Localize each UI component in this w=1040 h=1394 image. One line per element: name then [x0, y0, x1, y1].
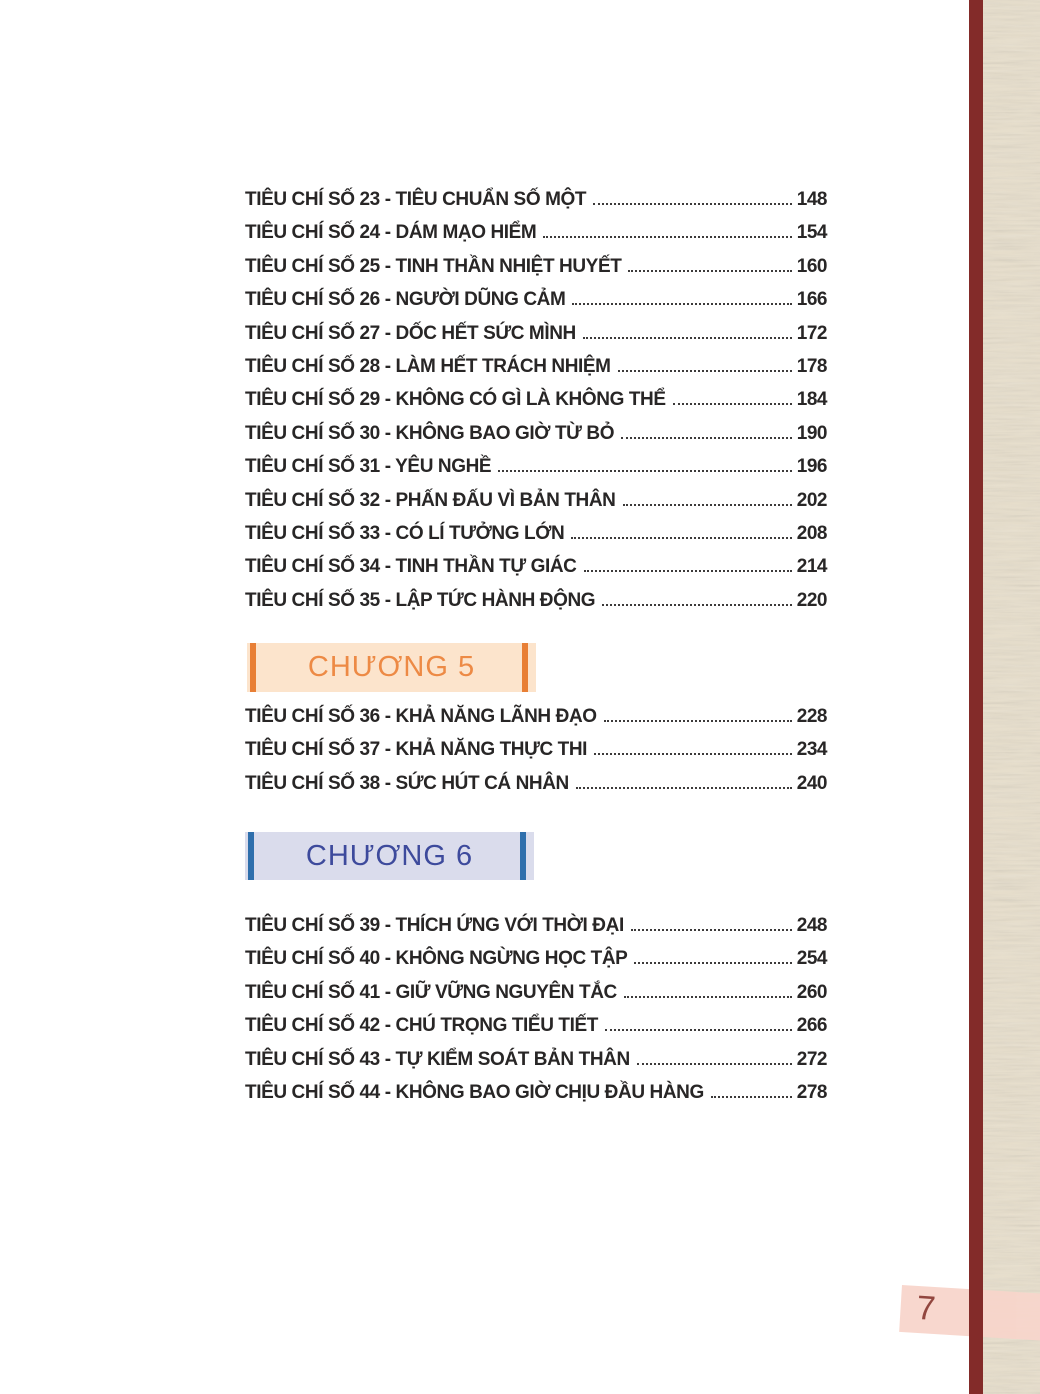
dot-leader: [711, 1096, 792, 1098]
toc-entry-title: TIÊU CHÍ SỐ 35 - LẬP TỨC HÀNH ĐỘNG: [245, 589, 596, 611]
toc-section-1: [245, 189, 827, 623]
toc-entry: [245, 982, 827, 1015]
toc-entry-page: 202: [796, 489, 827, 511]
dot-leader: [631, 929, 792, 931]
chapter-6-header: [245, 832, 534, 880]
toc-entry: [245, 773, 827, 806]
toc-entry: [245, 256, 827, 289]
toc-entry: [245, 389, 827, 422]
toc-entry: [245, 356, 827, 389]
dot-leader: [498, 470, 792, 472]
toc-entry-page: 260: [796, 981, 827, 1003]
dot-leader: [594, 753, 792, 755]
dot-leader: [673, 403, 792, 405]
toc-entry-page: 228: [796, 706, 827, 727]
toc-entry-page: 278: [796, 1081, 827, 1103]
toc-entry: [245, 948, 827, 981]
chapter-5-right-bar: [522, 643, 528, 692]
toc-entry: [245, 523, 827, 556]
toc-entry-page: 208: [796, 522, 827, 544]
toc-entry-page: 184: [796, 389, 827, 411]
toc-entry-title: TIÊU CHÍ SỐ 42 - CHÚ TRỌNG TIỂU TIẾT: [245, 1015, 598, 1037]
toc-entry-page: 196: [796, 456, 827, 478]
toc-entry-title: TIÊU CHÍ SỐ 38 - SỨC HÚT CÁ NHÂN: [245, 772, 569, 794]
paper-texture-strip: [983, 0, 1040, 1394]
dot-leader: [637, 1063, 792, 1065]
toc-entry-title: TIÊU CHÍ SỐ 37 - KHẢ NĂNG THỰC THI: [245, 739, 588, 761]
dot-leader: [605, 1029, 792, 1031]
toc-entry-title: TIÊU CHÍ SỐ 32 - PHẤN ĐẤU VÌ BẢN THÂN: [245, 489, 616, 511]
toc-entry-page: 166: [796, 289, 827, 311]
chapter-6-right-bar: [520, 832, 526, 880]
toc-entry: [245, 590, 827, 623]
toc-entry-title: TIÊU CHÍ SỐ 41 - GIỮ VỮNG NGUYÊN TẮC: [245, 981, 617, 1003]
toc-entry: [245, 915, 827, 948]
toc-entry: [245, 423, 827, 456]
toc-entry-title: TIÊU CHÍ SỐ 28 - LÀM HẾT TRÁCH NHIỆM: [245, 355, 611, 377]
dot-leader: [618, 370, 792, 372]
toc-entry-page: 148: [796, 189, 827, 210]
toc-entry: [245, 189, 827, 222]
toc-entry: [245, 1015, 827, 1048]
toc-entry-title: TIÊU CHÍ SỐ 36 - KHẢ NĂNG LÃNH ĐẠO: [245, 706, 597, 727]
toc-entry-page: 240: [796, 772, 827, 794]
toc-entry-page: 214: [796, 556, 827, 578]
toc-entry-title: TIÊU CHÍ SỐ 30 - KHÔNG BAO GIỜ TỪ BỎ: [245, 422, 615, 444]
toc-entry-page: 266: [796, 1015, 827, 1037]
dot-leader: [628, 270, 791, 272]
toc-entry: [245, 706, 827, 739]
toc-entry-page: 272: [796, 1048, 827, 1070]
toc-entry: [245, 456, 827, 489]
toc-entry-page: 172: [796, 322, 827, 344]
toc-entry-title: TIÊU CHÍ SỐ 39 - THÍCH ỨNG VỚI THỜI ĐẠI: [245, 915, 624, 936]
dot-leader: [624, 996, 792, 998]
chapter-5-label: CHƯƠNG 5: [307, 651, 476, 683]
dot-leader: [604, 720, 792, 722]
chapter-5-left-bar: [250, 643, 256, 692]
toc-entry: [245, 1082, 827, 1115]
toc-entry-title: TIÊU CHÍ SỐ 26 - NGƯỜI DŨNG CẢM: [245, 289, 566, 311]
spine-bar: [969, 0, 983, 1394]
toc-entry-title: TIÊU CHÍ SỐ 29 - KHÔNG CÓ GÌ LÀ KHÔNG THỂ: [245, 389, 666, 411]
dot-leader: [602, 604, 792, 606]
toc-entry-page: 220: [796, 589, 827, 611]
toc-entry-title: TIÊU CHÍ SỐ 25 - TINH THẦN NHIỆT HUYẾT: [245, 255, 622, 277]
toc-entry-page: 254: [796, 948, 827, 970]
toc-entry: [245, 222, 827, 255]
dot-leader: [621, 437, 792, 439]
chapter-5-header: [247, 643, 536, 692]
toc-entry-title: TIÊU CHÍ SỐ 44 - KHÔNG BAO GIỜ CHỊU ĐẦU HÀNG: [245, 1081, 704, 1103]
toc-entry-title: TIÊU CHÍ SỐ 43 - TỰ KIỂM SOÁT BẢN THÂN: [245, 1048, 630, 1070]
toc-entry-title: TIÊU CHÍ SỐ 33 - CÓ LÍ TƯỞNG LỚN: [245, 522, 565, 544]
toc-entry-title: TIÊU CHÍ SỐ 23 - TIÊU CHUẨN SỐ MỘT: [245, 189, 587, 210]
chapter-6-label: CHƯƠNG 6: [305, 839, 474, 872]
dot-leader: [634, 962, 791, 964]
toc-entry-title: TIÊU CHÍ SỐ 27 - DỐC HẾT SỨC MÌNH: [245, 322, 576, 344]
toc-entry: [245, 289, 827, 322]
toc-entry-title: TIÊU CHÍ SỐ 34 - TINH THẦN TỰ GIÁC: [245, 556, 577, 578]
dot-leader: [576, 787, 792, 789]
dot-leader: [593, 203, 792, 205]
toc-entry-page: 248: [796, 915, 827, 936]
toc-section-3: [245, 915, 827, 1115]
dot-leader: [583, 337, 792, 339]
dot-leader: [543, 236, 791, 238]
toc-entry-title: TIÊU CHÍ SỐ 40 - KHÔNG NGỪNG HỌC TẬP: [245, 948, 628, 970]
toc-entry-page: 154: [796, 222, 827, 244]
toc-entry: [245, 739, 827, 772]
toc-entry: [245, 490, 827, 523]
dot-leader: [572, 303, 791, 305]
dot-leader: [623, 504, 792, 506]
dot-leader: [584, 570, 792, 572]
toc-entry: [245, 556, 827, 589]
toc-section-2: [245, 706, 827, 806]
toc-entry-page: 190: [796, 422, 827, 444]
toc-entry: [245, 323, 827, 356]
dot-leader: [571, 537, 791, 539]
toc-entry-title: TIÊU CHÍ SỐ 24 - DÁM MẠO HIỂM: [245, 222, 537, 244]
toc-entry-title: TIÊU CHÍ SỐ 31 - YÊU NGHỀ: [245, 456, 492, 478]
toc-entry: [245, 1049, 827, 1082]
toc-entry-page: 178: [796, 355, 827, 377]
toc-entry-page: 160: [796, 255, 827, 277]
page-number: 7: [915, 1288, 937, 1329]
chapter-6-left-bar: [248, 832, 254, 880]
toc-entry-page: 234: [796, 739, 827, 761]
